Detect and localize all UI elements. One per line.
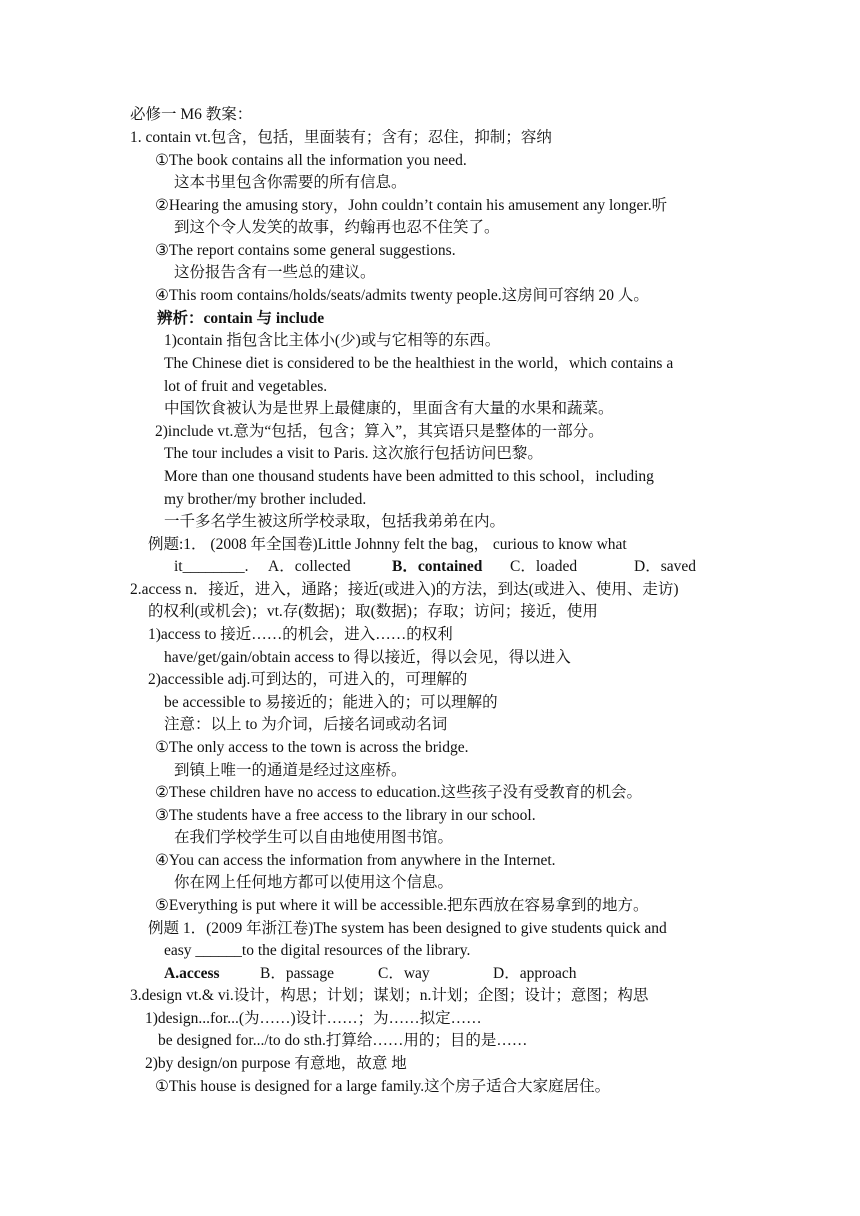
contain-exercise-question: 例题:1． (2008 年全国卷)Little Johnny felt the bag， curious to know what — [148, 536, 627, 553]
option-a-answer: A.access — [164, 965, 220, 982]
contain-definition: 1)contain 指包含比主体小(少)或与它相等的东西。 — [164, 332, 501, 349]
design-example-1: ①This house is designed for a large family.这个房子适合大家庭居住。 — [155, 1078, 611, 1095]
access-example-1-translation: 到镇上唯一的通道是经过这座桥。 — [174, 762, 407, 779]
access-title: 2.access n．接近，进入，通路；接近(或进入)的方法，到达(或进入、使用、走访) — [130, 581, 679, 598]
include-example-2-cont: my brother/my brother included. — [164, 491, 367, 508]
contain-example-2-translation: 到这个令人发笑的故事，约翰再也忍不住笑了。 — [174, 219, 500, 236]
include-definition: 2)include vt.意为“包括，包含；算入”，其宾语只是整体的一部分。 — [155, 423, 604, 440]
access-exercise-question-cont: easy ______to the digital resources of the library. — [164, 942, 471, 959]
access-point-1-phrases: have/get/gain/obtain access to 得以接近，得以会见，得以进入 — [164, 649, 571, 666]
design-title: 3.design vt.& vi.设计，构思；计划；谋划；n.计划；企图；设计；意图；构思 — [130, 987, 649, 1004]
option-b: B．passage — [260, 965, 335, 982]
access-example-2: ②These children have no access to education.这些孩子没有受教育的机会。 — [155, 784, 642, 801]
access-example-3: ③The students have a free access to the library in our school. — [155, 807, 536, 824]
option-d: D．approach — [493, 965, 577, 982]
access-note: 注意：以上 to 为介词，后接名词或动名词 — [164, 716, 448, 733]
access-point-2-phrase: be accessible to 易接近的；能进入的；可以理解的 — [164, 694, 498, 711]
contain-title: 1. contain vt.包含，包括，里面装有；含有；忍住，抑制；容纳 — [130, 129, 552, 146]
option-c: C．way — [378, 965, 430, 982]
access-exercise-question: 例题 1．(2009 年浙江卷)The system has been designed to give students quick and — [148, 920, 667, 937]
contain-definition-example: The Chinese diet is considered to be the healthiest in the world，which contains a — [164, 355, 674, 372]
contain-definition-example-cont: lot of fruit and vegetables. — [164, 378, 328, 395]
access-example-4-translation: 你在网上任何地方都可以使用这个信息。 — [174, 874, 454, 891]
document-heading: 必修一 M6 教案： — [130, 106, 253, 123]
access-example-5: ⑤Everything is put where it will be accessible.把东西放在容易拿到的地方。 — [155, 897, 649, 914]
design-point-1-phrase: be designed for.../to do sth.打算给……用的；目的是…… — [158, 1032, 528, 1049]
include-example-1: The tour includes a visit to Paris. 这次旅行包括访问巴黎。 — [164, 445, 543, 462]
option-a: A．collected — [268, 558, 351, 575]
access-title-cont: 的权利(或机会)；vt.存(数据)；取(数据)；存取；访问；接近，使用 — [148, 603, 598, 620]
option-b-answer: B．contained — [392, 558, 483, 575]
contain-example-1-translation: 这本书里包含你需要的所有信息。 — [174, 174, 407, 191]
access-example-3-translation: 在我们学校学生可以自由地使用图书馆。 — [174, 829, 454, 846]
contain-exercise-blank: it________. — [174, 558, 249, 575]
include-example-2: More than one thousand students have been admitted to this school，including — [164, 468, 654, 485]
design-point-1: 1)design...for...(为……)设计……；为……拟定…… — [145, 1010, 482, 1027]
contain-example-3-translation: 这份报告含有一些总的建议。 — [174, 264, 376, 281]
contain-example-2: ②Hearing the amusing story，John couldn’t contain his amusement any longer.听 — [155, 197, 668, 214]
design-point-2: 2)by design/on purpose 有意地，故意 地 — [145, 1055, 407, 1072]
access-example-1: ①The only access to the town is across the bridge. — [155, 739, 469, 756]
option-d: D．saved — [634, 558, 696, 575]
comparison-heading: 辨析：contain 与 include — [157, 310, 325, 327]
access-point-2: 2)accessible adj.可到达的，可进入的，可理解的 — [148, 671, 468, 688]
contain-example-3: ③The report contains some general suggestions. — [155, 242, 456, 259]
access-point-1: 1)access to 接近……的机会，进入……的权利 — [148, 626, 453, 643]
access-exercise-options — [164, 964, 634, 984]
contain-example-1: ①The book contains all the information you need. — [155, 152, 467, 169]
contain-definition-translation: 中国饮食被认为是世界上最健康的，里面含有大量的水果和蔬菜。 — [164, 400, 614, 417]
contain-exercise-options — [174, 557, 734, 577]
option-c: C．loaded — [510, 558, 578, 575]
access-example-4: ④You can access the information from anywhere in the Internet. — [155, 852, 556, 869]
contain-example-4: ④This room contains/holds/seats/admits twenty people.这房间可容纳 20 人。 — [155, 287, 649, 304]
include-example-2-translation: 一千多名学生被这所学校录取，包括我弟弟在内。 — [164, 513, 506, 530]
